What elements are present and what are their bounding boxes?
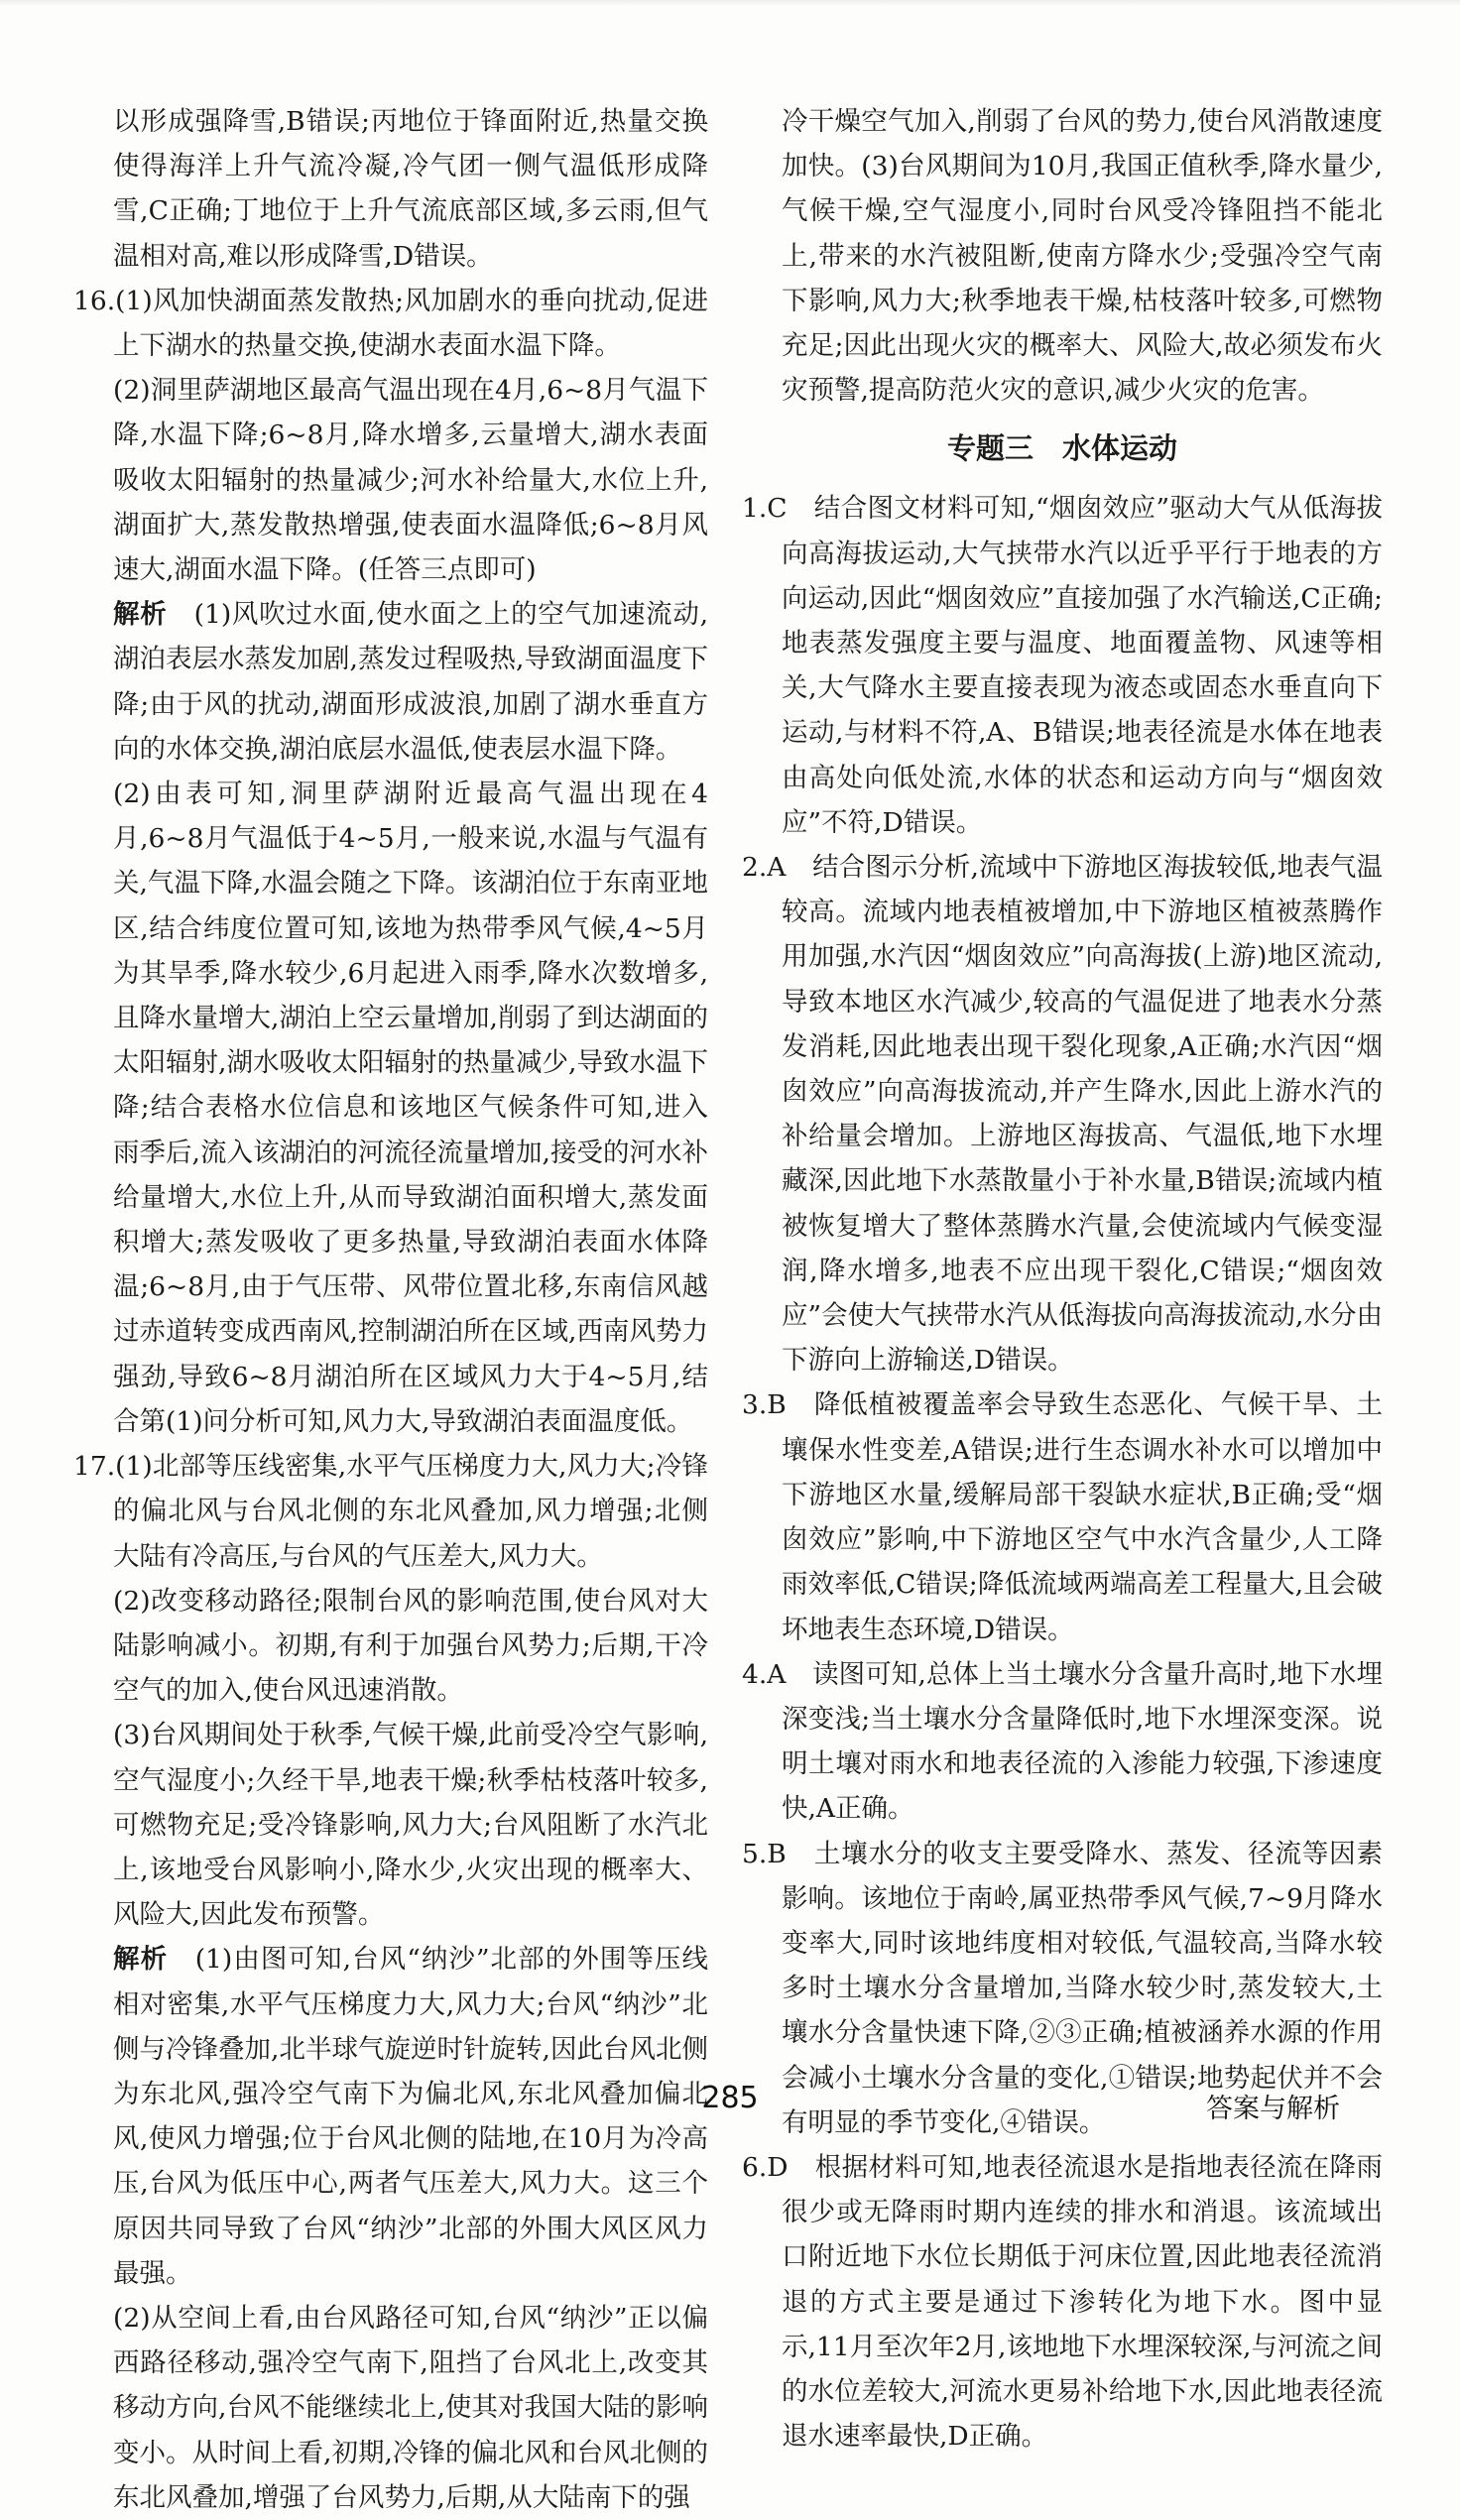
answer-4: 4.A 读图可知,总体上当土壤水分含量升高时,地下水埋深变浅;当土壤水分含量降低时,地下水埋深变深。说明土壤对雨水和地表径流的入渗能力较强,下渗速度快,A正确。 xyxy=(742,1658,1383,1825)
q15-continued: 以形成强降雪,B错误;丙地位于锋面附近,热量交换使得海洋上升气流冷凝,冷气团一侧气温低形成降雪,C正确;丁地位于上升气流底部区域,多云雨,但气温相对高,难以形成降雪,D错误。 xyxy=(113,106,708,272)
analysis-17-part2: (2)从空间上看,由台风路径可知,台风“纳沙”正以偏西路径移动,强冷空气南下,阻挡了台风北上,改变其移动方向,台风不能继续北上,使其对我国大陆的影响变小。从时间上看,初期,冷锋的偏北风和台风北侧的东北风叠加,增强了台风势力,后期,从大陆南下的强 xyxy=(113,2302,708,2513)
left-column xyxy=(73,99,708,2520)
analysis-16-part1-text: (1)风吹过水面,使水面之上的空气加速流动,湖泊表层水蒸发加剧,蒸发过程吸热,导致湖面温度下降;由于风的扰动,湖面形成波浪,加剧了湖水垂直方向的水体交换,湖泊底层水温低,使表层水温下降。 xyxy=(113,599,709,765)
answer-17-part2: (2)改变移动路径;限制台风的影响范围,使台风对大陆影响减小。初期,有利于加强台风势力;后期,干冷空气的加入,使台风迅速消散。 xyxy=(113,1585,708,1707)
answer-5: 5.B 土壤水分的收支主要受降水、蒸发、径流等因素影响。该地位于南岭,属亚热带季风气候,7~9月降水变率大,同时该地纬度相对较低,气温较高,当降水较多时土壤水分含量增加,当降水较少时,蒸发较大,土壤水分含量快速下降,②③正确;植被涵养水源的作用会减小土壤水分含量的变化,①错误;地势起伏并不会有明显的季节变化,④错误。 xyxy=(742,1838,1383,2138)
analysis-17-part1 xyxy=(73,1937,708,2296)
page-number: 285 xyxy=(701,2081,759,2115)
analysis-16-part2: (2)由表可知,洞里萨湖附近最高气温出现在4月,6~8月气温低于4~5月,一般来说,水温与气温有关,气温下降,水温会随之下降。该湖泊位于东南亚地区,结合纬度位置可知,该地为热带季风气候,4~5月为其旱季,降水较少,6月起进入雨季,降水次数增多,且降水量增大,湖泊上空云量增加,削弱了到达湖面的太阳辐射,湖水吸收太阳辐射的热量减少,导致水温下降;结合表格水位信息和该地区气候条件可知,进入雨季后,流入该湖泊的河流径流量增加,接受的河水补给量增大,水位上升,从而导致湖泊面积增大,蒸发面积增大;蒸发吸收了更多热量,导致湖泊表面水体降温;6~8月,由于气压带、风带位置北移,东南信风越过赤道转变成西南风,控制湖泊所在区域,西南风势力强劲,导致6~8月湖泊所在区域风力大于4~5月,结合第(1)问分析可知,风力大,导致湖泊表面温度低。 xyxy=(113,779,708,1437)
analysis-17-continued: 冷干燥空气加入,削弱了台风的势力,使台风消散速度加快。(3)台风期间为10月,我国正值秋季,降水量少,气候干燥,空气湿度小,同时台风受冷锋阻挡不能北上,带来的水汽被阻断,使南方降水少;受强冷空气南下影响,风力大;秋季地表干燥,枯枝落叶较多,可燃物充足;因此出现火灾的概率大、风险大,故必须发布火灾预警,提高防范火灾的意识,减少火灾的危害。 xyxy=(782,106,1383,407)
answer-2: 2.A 结合图示分析,流域中下游地区海拔较低,地表气温较高。流域内地表植被增加,中下游地区植被蒸腾作用加强,水汽因“烟囱效应”向高海拔(上游)地区流动,导致本地区水汽减少,较高的气温促进了地表水分蒸发消耗,因此地表出现干裂化现象,A正确;水汽因“烟囱效应”向高海拔流动,并产生降水,因此上游水汽的补给量会增加。上游地区海拔高、气温低,地下水埋藏深,因此地下水蒸散量小于补水量,B错误;流域内植被恢复增大了整体蒸腾水汽量,会使流域内气候变湿润,降水增多,地表不应出现干裂化,C错误;“烟囱效应”会使大气挟带水汽从低海拔向高海拔流动,水分由下游向上游输送,D错误。 xyxy=(742,852,1383,1377)
section-heading: 专题三 水体运动 xyxy=(946,431,1177,466)
answer-16-part1: 16.(1)风加快湖面蒸发散热;风加剧水的垂向扰动,促进上下湖水的热量交换,使湖水表面水温下降。 xyxy=(73,285,708,362)
analysis-label: 解析 xyxy=(113,599,168,631)
top-edge xyxy=(0,0,1460,6)
answer-1: 1.C 结合图文材料可知,“烟囱效应”驱动大气从低海拔向高海拔运动,大气挟带水汽以近乎平行于地表的方向运动,因此“烟囱效应”直接加强了水汽输送,C正确;地表蒸发强度主要与温度、地面覆盖物、风速等相关,大气降水主要直接表现为液态或固态水垂直向下运动,与材料不符,A、B错误;地表径流是水体在地表由高处向低处流,水体的状态和运动方向与“烟囱效应”不符,D错误。 xyxy=(742,493,1383,838)
answer-17-part3: (3)台风期间处于秋季,气候干燥,此前受冷空气影响,空气湿度小;久经干旱,地表干燥;秋季枯枝落叶较多,可燃物充足;受冷锋影响,风力大;台风阻断了水汽北上,该地受台风影响小,降水少,火灾出现的概率大、风险大,因此发布预警。 xyxy=(113,1720,708,1931)
answer-3: 3.B 降低植被覆盖率会导致生态恶化、气候干旱、土壤保水性变差,A错误;进行生态调水补水可以增加中下游地区水量,缓解局部干裂缺水症状,B正确;受“烟囱效应”影响,中下游地区空气中水汽含量少,人工降雨效率低,C错误;降低流域两端高差工程量大,且会破坏地表生态环境,D错误。 xyxy=(742,1389,1383,1645)
analysis-17-part1-text: (1)由图可知,台风“纳沙”北部的外围等压线相对密集,水平气压梯度力大,风力大;台风“纳沙”北侧与冷锋叠加,北半球气旋逆时针旋转,因此台风北侧为东北风,强冷空气南下为偏北风,东北风叠加偏北风,使风力增强;位于台风北侧的陆地,在10月为冷高压,台风为低压中心,两者气压差大,风力大。这三个原因共同导致了台风“纳沙”北部的外围大风区风力最强。 xyxy=(113,1944,709,2289)
answer-6: 6.D 根据材料可知,地表径流退水是指地表径流在降雨很少或无降雨时期内连续的排水和消退。该流域出口附近地下水位长期低于河床位置,因此地表径流消退的方式主要是通过下渗转化为地下水。图中显示,11月至次年2月,该地地下水埋深较深,与河流之间的水位差较大,河流水更易补给地下水,因此地表径流退水速率最快,D正确。 xyxy=(742,2151,1383,2453)
answer-17-part1: 17.(1)北部等压线密集,水平气压梯度力大,风力大;冷锋的偏北风与台风北侧的东北风叠加,风力增强;北侧大陆有冷高压,与台风的气压差大,风力大。 xyxy=(73,1451,708,1572)
answer-16-part2: (2)洞里萨湖地区最高气温出现在4月,6~8月气温下降,水温下降;6~8月,降水增多,云量增大,湖水表面吸收太阳辐射的热量减少;河水补给量大,水位上升,湖面扩大,蒸发散热增强,使表面水温降低;6~8月风速大,湖面水温下降。(任答三点即可) xyxy=(113,375,708,586)
analysis-label: 解析 xyxy=(113,1944,169,1976)
footer-section-label: 答案与解析 xyxy=(1206,2094,1340,2124)
analysis-16-part1 xyxy=(73,592,708,772)
